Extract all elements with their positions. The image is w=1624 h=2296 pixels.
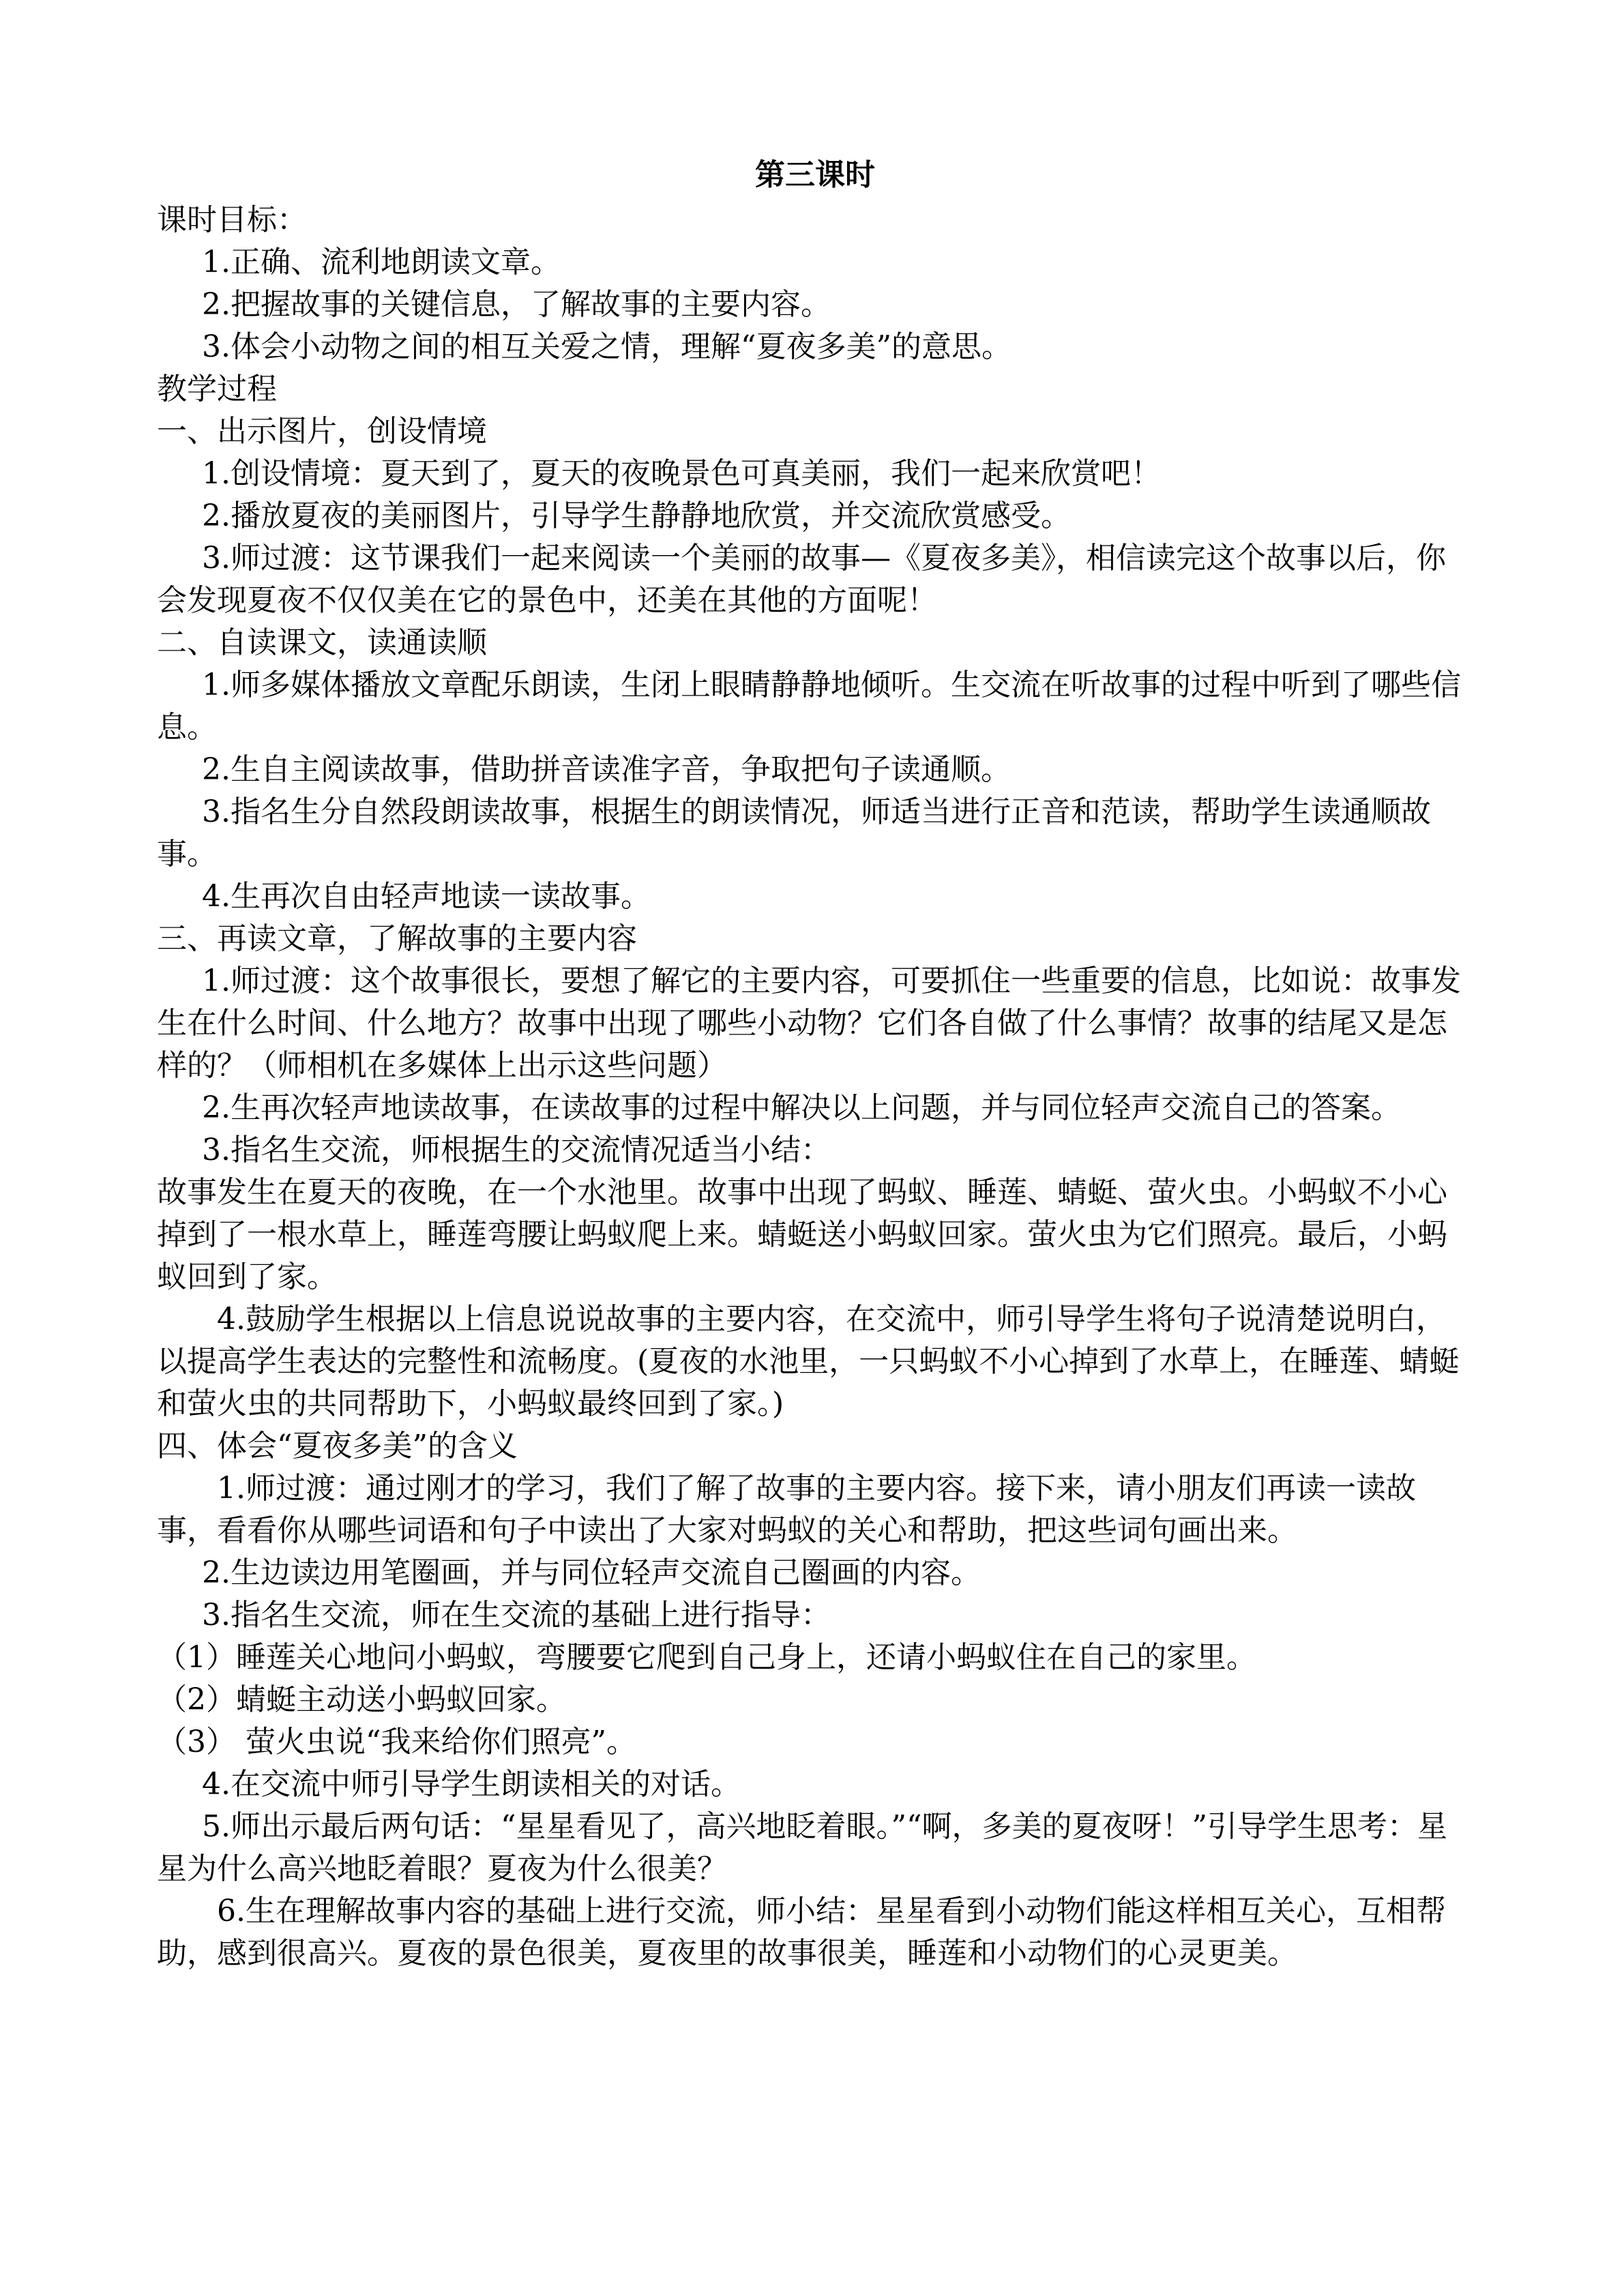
paragraph: 2.生自主阅读故事，借助拼音读准字音，争取把句子读通顺。 xyxy=(202,752,1011,787)
paragraph: 3.指名生交流，师在生交流的基础上进行指导： xyxy=(202,1598,831,1632)
paragraph: 一、出示图片，创设情境 xyxy=(157,414,487,449)
paragraph: （1）睡莲关心地问小蚂蚁，弯腰要它爬到自己身上，还请小蚂蚁住在自己的家里。 xyxy=(157,1640,1256,1675)
paragraph: 1.师多媒体播放文章配乐朗读，生闭上眼睛静静地倾听。生交流在听故事的过程中听到了哪些信息。 xyxy=(157,668,1461,745)
paragraph: 2.播放夏夜的美丽图片，引导学生静静地欣赏，并交流欣赏感受。 xyxy=(202,498,1071,533)
paragraph: 二、自读课文，读通读顺 xyxy=(157,625,487,660)
paragraph: 三、再读文章，了解故事的主要内容 xyxy=(157,921,637,956)
paragraph: 教学过程 xyxy=(157,372,277,406)
paragraph: 2.把握故事的关键信息，了解故事的主要内容。 xyxy=(202,287,831,322)
paragraph: 3.体会小动物之间的相互关爱之情，理解“夏夜多美”的意思。 xyxy=(202,329,1012,364)
paragraph: 1.师过渡：这个故事很长，要想了解它的主要内容，可要抓住一些重要的信息，比如说：故事发生在什么时间、什么地方？故事中出现了哪些小动物？它们各自做了什么事情？故事的结尾又是怎样的？（师相机在多媒体上出示这些问题） xyxy=(157,964,1461,1083)
paragraph: 故事发生在夏天的夜晚，在一个水池里。故事中出现了蚂蚁、睡莲、蜻蜓、萤火虫。小蚂蚁不小心掉到了一根水草上，睡莲弯腰让蚂蚁爬上来。蜻蜓送小蚂蚁回家。萤火虫为它们照亮。最后，小蚂蚁回到了家。 xyxy=(157,1175,1447,1294)
paragraph: 1.正确、流利地朗读文章。 xyxy=(202,245,561,280)
paragraph: 1.师过渡：通过刚才的学习，我们了解了故事的主要内容。接下来，请小朋友们再读一读故事，看看你从哪些词语和句子中读出了大家对蚂蚁的关心和帮助，把这些词句画出来。 xyxy=(157,1471,1416,1548)
paragraph: （3） 萤火虫说“我来给你们照亮”。 xyxy=(157,1725,636,1759)
paragraph: 3.指名生交流，师根据生的交流情况适当小结： xyxy=(202,1133,831,1167)
document-body xyxy=(157,199,1473,1975)
paragraph: 4.鼓励学生根据以上信息说说故事的主要内容，在交流中，师引导学生将句子说清楚说明白，以提高学生表达的完整性和流畅度。(夏夜的水池里，一只蚂蚁不小心掉到了水草上，在睡莲、蜻蜓和萤火虫的共同帮助下，小蚂蚁最终回到了家。) xyxy=(157,1302,1460,1421)
paragraph: 四、体会“夏夜多美”的含义 xyxy=(157,1429,518,1463)
document-page xyxy=(157,151,1473,1975)
paragraph: 5.师出示最后两句话：“星星看见了，高兴地眨着眼。”“啊，多美的夏夜呀！”引导学生思考：星星为什么高兴地眨着眼？夏夜为什么很美？ xyxy=(157,1809,1447,1886)
paragraph: 1.创设情境：夏天到了，夏天的夜晚景色可真美丽，我们一起来欣赏吧！ xyxy=(202,456,1161,491)
page-title: 第三课时 xyxy=(755,158,875,192)
paragraph: 课时目标： xyxy=(157,203,307,237)
paragraph: 3.师过渡：这节课我们一起来阅读一个美丽的故事—《夏夜多美》，相信读完这个故事以后，你会发现夏夜不仅仅美在它的景色中，还美在其他的方面呢！ xyxy=(157,541,1446,618)
paragraph: 4.生再次自由轻声地读一读故事。 xyxy=(202,879,651,914)
paragraph: 3.指名生分自然段朗读故事，根据生的朗读情况，师适当进行正音和范读，帮助学生读通顺故事。 xyxy=(157,794,1431,871)
paragraph: 6.生在理解故事内容的基础上进行交流，师小结：星星看到小动物们能这样相互关心，互相帮助，感到很高兴。夏夜的景色很美，夏夜里的故事很美，睡莲和小动物们的心灵更美。 xyxy=(157,1894,1446,1971)
paragraph: （2）蜻蜓主动送小蚂蚁回家。 xyxy=(157,1682,566,1717)
paragraph: 4.在交流中师引导学生朗读相关的对话。 xyxy=(202,1767,741,1802)
paragraph: 2.生再次轻声地读故事，在读故事的过程中解决以上问题，并与同位轻声交流自己的答案。 xyxy=(202,1090,1401,1125)
paragraph: 2.生边读边用笔圈画，并与同位轻声交流自己圈画的内容。 xyxy=(202,1555,981,1590)
